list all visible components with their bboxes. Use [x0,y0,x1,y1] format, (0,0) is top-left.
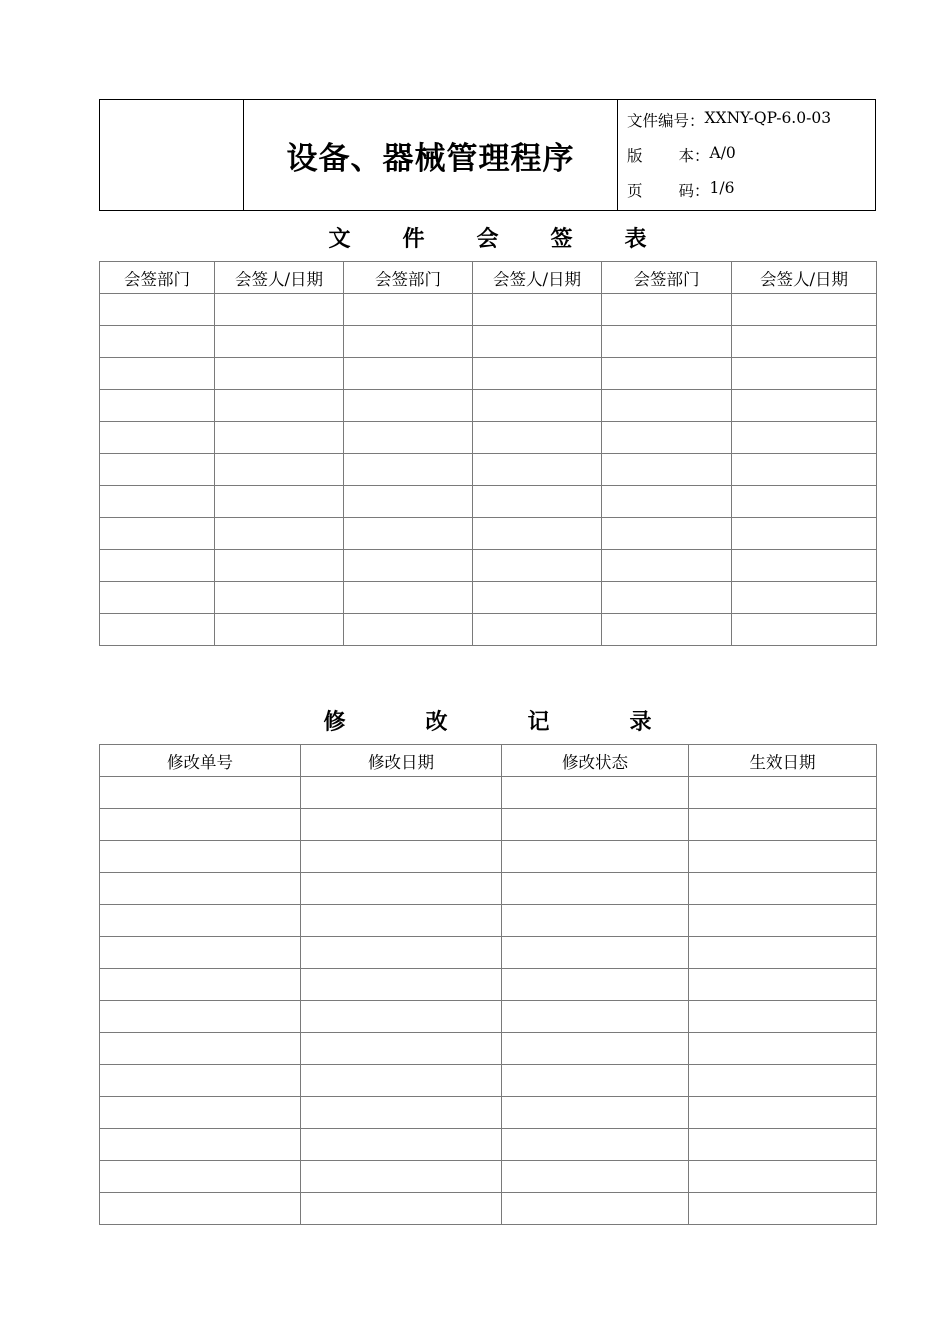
table-row [100,841,877,873]
table-row [100,1097,877,1129]
sign-off-cell[interactable] [100,422,215,454]
sign-off-cell[interactable] [100,614,215,646]
sign-off-cell[interactable] [473,390,602,422]
table-row [100,1065,877,1097]
sign-off-cell[interactable] [215,550,344,582]
revision-cell[interactable] [502,1001,689,1033]
sign-off-column-header: 会签部门 [344,262,473,294]
revision-cell[interactable] [301,1033,502,1065]
sign-off-cell[interactable] [473,454,602,486]
sign-off-cell[interactable] [344,486,473,518]
sign-off-cell[interactable] [215,294,344,326]
sign-off-cell[interactable] [732,358,877,390]
revision-cell[interactable] [502,841,689,873]
sign-off-cell[interactable] [732,614,877,646]
sign-off-cell[interactable] [602,518,732,550]
revision-cell[interactable] [301,1161,502,1193]
revision-cell[interactable] [301,777,502,809]
sign-off-cell[interactable] [215,486,344,518]
sign-off-column-header: 会签人/日期 [215,262,344,294]
revision-cell[interactable] [502,1129,689,1161]
table-row [100,969,877,1001]
sign-off-column-header: 会签人/日期 [473,262,602,294]
document-title: 设备、器械管理程序 [286,140,575,177]
sign-off-cell[interactable] [602,358,732,390]
revision-column-header: 修改日期 [301,745,502,777]
revision-cell[interactable] [301,937,502,969]
sign-off-column-header: 会签人/日期 [732,262,877,294]
sign-off-cell[interactable] [602,422,732,454]
revision-cell[interactable] [502,937,689,969]
revision-cell[interactable] [689,1097,877,1129]
sign-off-cell[interactable] [473,422,602,454]
revision-cell[interactable] [100,1161,301,1193]
revision-cell[interactable] [301,809,502,841]
revision-cell[interactable] [301,1129,502,1161]
table-row [100,1161,877,1193]
table-row [100,937,877,969]
sign-off-cell[interactable] [473,518,602,550]
page-value: 1/6 [709,179,735,198]
revision-cell[interactable] [502,1033,689,1065]
revision-cell[interactable] [301,1065,502,1097]
sign-off-title: 文 件 会 签 表 [328,227,647,252]
sign-off-cell[interactable] [215,358,344,390]
sign-off-column-header: 会签部门 [602,262,732,294]
revision-cell[interactable] [301,1001,502,1033]
table-row [100,422,877,454]
revision-cell[interactable] [100,1033,301,1065]
sign-off-cell[interactable] [344,294,473,326]
sign-off-cell[interactable] [100,518,215,550]
sign-off-cell[interactable] [100,550,215,582]
revision-record-title: 修 改 记 录 [323,710,652,735]
revision-cell[interactable] [689,873,877,905]
sign-off-cell[interactable] [344,550,473,582]
sign-off-cell[interactable] [732,390,877,422]
revision-cell[interactable] [100,905,301,937]
revision-cell[interactable] [502,969,689,1001]
sign-off-cell[interactable] [344,326,473,358]
page-label: 页 码 [627,182,694,201]
sign-off-cell[interactable] [473,358,602,390]
revision-cell[interactable] [100,1129,301,1161]
revision-cell[interactable] [502,1097,689,1129]
doc-number-value: XXNY-QP-6.0-03 [704,108,832,127]
revision-cell[interactable] [502,1065,689,1097]
sign-off-cell[interactable] [473,614,602,646]
revision-cell[interactable] [301,873,502,905]
revision-cell[interactable] [100,841,301,873]
revision-cell[interactable] [689,937,877,969]
sign-off-cell[interactable] [732,486,877,518]
sign-off-cell[interactable] [100,486,215,518]
sign-off-cell[interactable] [100,454,215,486]
table-row [100,1193,877,1225]
sign-off-cell[interactable] [344,614,473,646]
revision-record-table [99,744,877,1225]
sign-off-cell[interactable] [473,550,602,582]
sign-off-header-row [100,262,877,294]
sign-off-cell[interactable] [100,582,215,614]
revision-cell[interactable] [100,1193,301,1225]
table-row [100,326,877,358]
sign-off-cell[interactable] [100,294,215,326]
revision-cell[interactable] [502,1193,689,1225]
revision-cell[interactable] [689,841,877,873]
version-row: 版 本 ： A/0 [627,143,736,165]
revision-cell[interactable] [100,1065,301,1097]
version-label: 版 本 [627,146,694,165]
revision-cell[interactable] [689,1001,877,1033]
revision-cell[interactable] [502,1161,689,1193]
table-row [100,358,877,390]
sign-off-cell[interactable] [215,582,344,614]
revision-cell[interactable] [100,1097,301,1129]
sign-off-cell[interactable] [215,326,344,358]
doc-number-label: 文件编号： [627,111,705,130]
revision-cell[interactable] [301,905,502,937]
sign-off-cell[interactable] [473,486,602,518]
table-row [100,582,877,614]
sign-off-cell[interactable] [473,294,602,326]
revision-cell[interactable] [301,1097,502,1129]
table-row [100,486,877,518]
revision-column-header: 生效日期 [689,745,877,777]
revision-cell[interactable] [689,1065,877,1097]
title-cell [244,100,618,210]
sign-off-cell[interactable] [602,614,732,646]
sign-off-cell[interactable] [344,582,473,614]
sign-off-cell[interactable] [215,614,344,646]
revision-cell[interactable] [100,1001,301,1033]
sign-off-cell[interactable] [215,422,344,454]
sign-off-cell[interactable] [732,518,877,550]
sign-off-cell[interactable] [732,550,877,582]
table-row [100,550,877,582]
sign-off-cell[interactable] [602,294,732,326]
revision-cell[interactable] [301,841,502,873]
sign-off-cell[interactable] [344,454,473,486]
version-value: A/0 [709,143,736,162]
sign-off-cell[interactable] [602,486,732,518]
revision-cell[interactable] [689,809,877,841]
sign-off-cell[interactable] [602,582,732,614]
revision-cell[interactable] [502,777,689,809]
sign-off-cell[interactable] [602,326,732,358]
revision-cell[interactable] [689,777,877,809]
revision-cell[interactable] [689,905,877,937]
table-row [100,777,877,809]
table-row [100,1033,877,1065]
revision-header-row [100,745,877,777]
revision-cell[interactable] [689,969,877,1001]
sign-off-cell[interactable] [732,582,877,614]
sign-off-cell[interactable] [100,390,215,422]
sign-off-cell[interactable] [473,582,602,614]
revision-cell[interactable] [100,777,301,809]
sign-off-cell[interactable] [732,294,877,326]
page-row: 页 码 ： 1/6 [627,179,735,201]
revision-cell[interactable] [301,1193,502,1225]
sign-off-cell[interactable] [602,454,732,486]
table-row [100,873,877,905]
table-row [100,390,877,422]
table-row [100,614,877,646]
document-meta [618,100,875,210]
sign-off-cell[interactable] [602,550,732,582]
sign-off-cell[interactable] [602,390,732,422]
sign-off-cell[interactable] [344,518,473,550]
revision-cell[interactable] [100,873,301,905]
sign-off-cell[interactable] [100,326,215,358]
revision-cell[interactable] [502,873,689,905]
sign-off-cell[interactable] [344,358,473,390]
sign-off-cell[interactable] [473,326,602,358]
sign-off-cell[interactable] [100,358,215,390]
table-row [100,454,877,486]
revision-column-header: 修改单号 [100,745,301,777]
revision-cell[interactable] [100,937,301,969]
sign-off-cell[interactable] [344,390,473,422]
sign-off-cell[interactable] [215,518,344,550]
sign-off-cell[interactable] [732,422,877,454]
doc-number-row [627,109,875,131]
table-row [100,809,877,841]
table-row [100,518,877,550]
sign-off-cell[interactable] [344,422,473,454]
revision-cell[interactable] [100,809,301,841]
revision-cell[interactable] [689,1193,877,1225]
sign-off-cell[interactable] [215,390,344,422]
revision-cell[interactable] [301,969,502,1001]
sign-off-cell[interactable] [732,326,877,358]
revision-cell[interactable] [502,809,689,841]
revision-cell[interactable] [502,905,689,937]
revision-column-header: 修改状态 [502,745,689,777]
document-header [99,99,876,211]
table-row [100,1129,877,1161]
revision-cell[interactable] [689,1129,877,1161]
revision-cell[interactable] [689,1033,877,1065]
table-row [100,1001,877,1033]
sign-off-cell[interactable] [215,454,344,486]
table-row [100,294,877,326]
revision-cell[interactable] [689,1161,877,1193]
sign-off-column-header: 会签部门 [100,262,215,294]
sign-off-table [99,261,877,646]
table-row [100,905,877,937]
logo-cell [100,100,244,210]
revision-cell[interactable] [100,969,301,1001]
sign-off-cell[interactable] [732,454,877,486]
